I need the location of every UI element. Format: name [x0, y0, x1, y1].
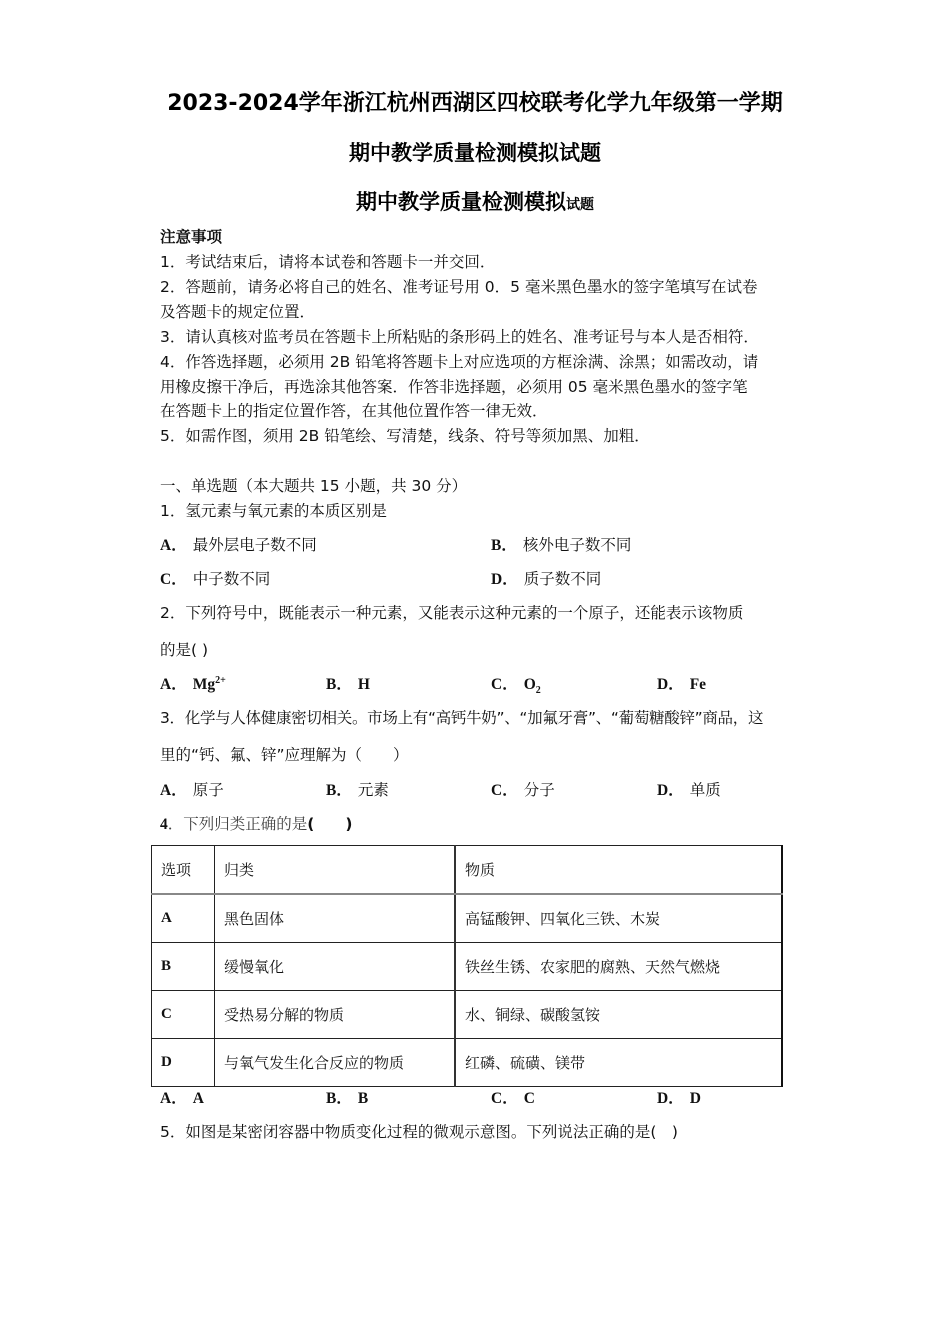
table-cell: C	[152, 991, 215, 1039]
question-3-option-a[interactable]: A． 原子	[160, 781, 224, 799]
question-3-option-d[interactable]: D． 单质	[657, 781, 721, 799]
exam-title-line3	[0, 186, 950, 216]
notice-item: 用橡皮擦干净后，再选涂其他答案．作答非选择题，必须用 05 毫米黑色墨水的签字笔	[160, 378, 748, 396]
section-heading: 一、单选题（本大题共 15 小题，共 30 分）	[160, 477, 468, 495]
question-2-option-d[interactable]: D． Fe	[657, 676, 707, 693]
notice-item: 2．答题前，请务必将自己的姓名、准考证号用 0．5 毫米黑色墨水的签字笔填写在试卷	[160, 278, 758, 296]
question-4-option-b[interactable]: B． B	[326, 1090, 369, 1107]
table-cell: A	[152, 894, 215, 943]
table-row	[152, 894, 783, 943]
exam-title-line3-main: 期中教学质量检测模拟	[356, 190, 566, 214]
notice-item: 在答题卡上的指定位置作答，在其他位置作答一律无效．	[160, 402, 548, 420]
question-4-option-a[interactable]: A． A	[160, 1090, 204, 1107]
question-3-stem-line2: 里的“钙、氟、锌”应理解为（ ）	[160, 746, 409, 764]
question-3-option-c[interactable]: C． 分子	[491, 781, 555, 799]
question-1-option-c[interactable]: C． 中子数不同	[160, 570, 271, 588]
notice-item: 5．如需作图，须用 2B 铅笔绘、写清楚，线条、符号等须加黑、加粗．	[160, 427, 650, 445]
question-1-stem: 1．氢元素与氧元素的本质区别是	[160, 502, 387, 520]
question-5-stem: 5．如图是某密闭容器中物质变化过程的微观示意图。下列说法正确的是( )	[160, 1123, 678, 1141]
question-4-option-c[interactable]: C． C	[491, 1090, 535, 1107]
table-cell: 缓慢氧化	[215, 943, 456, 991]
question-4-stem: 4．下列归类正确的是( )	[160, 815, 353, 833]
question-2-option-a[interactable]: A． $Mg^{2+}$	[160, 674, 226, 693]
table-cell: 红磷、硫磺、镁带	[455, 1039, 782, 1087]
question-2-stem-line2: 的是( )	[160, 641, 209, 659]
question-3-option-b[interactable]: B． 元素	[326, 781, 389, 799]
question-2-option-b[interactable]: B． H	[326, 676, 370, 693]
exam-title-line1: 2023-2024学年浙江杭州西湖区四校联考化学九年级第一学期	[167, 91, 783, 116]
notice-heading: 注意事项	[160, 228, 223, 246]
table-cell: 黑色固体	[215, 894, 456, 943]
table-header-cell: 选项	[152, 846, 215, 895]
notice-item: 及答题卡的规定位置．	[160, 303, 316, 321]
question-3-stem-line1: 3．化学与人体健康密切相关。市场上有“高钙牛奶”、“加氟牙膏”、“葡萄糖酸锌”商品，这	[160, 709, 764, 727]
notice-item: 1．考试结束后，请将本试卷和答题卡一并交回．	[160, 253, 496, 271]
question-2-stem-line1: 2．下列符号中，既能表示一种元素，又能表示这种元素的一个原子，还能表示该物质	[160, 604, 744, 622]
table-cell: D	[152, 1039, 215, 1087]
table-cell: 高锰酸钾、四氧化三铁、木炭	[455, 894, 782, 943]
table-row	[152, 943, 783, 991]
notice-item: 4．作答选择题，必须用 2B 铅笔将答题卡上对应选项的方框涂满、涂黑；如需改动，请	[160, 353, 759, 371]
question-2-option-c[interactable]: C． $O_2$	[491, 676, 541, 697]
table-cell: B	[152, 943, 215, 991]
question-1-option-d[interactable]: D． 质子数不同	[491, 570, 602, 588]
table-cell: 与氧气发生化合反应的物质	[215, 1039, 456, 1087]
table-cell: 铁丝生锈、农家肥的腐熟、天然气燃烧	[455, 943, 782, 991]
exam-title-line2: 期中教学质量检测模拟试题	[349, 141, 601, 165]
table-header-cell: 物质	[455, 846, 782, 895]
classification-table	[151, 845, 783, 1087]
question-4-option-d[interactable]: D． D	[657, 1090, 701, 1107]
table-row	[152, 991, 783, 1039]
table-cell: 受热易分解的物质	[215, 991, 456, 1039]
table-cell: 水、铜绿、碳酸氢铵	[455, 991, 782, 1039]
question-1-option-b[interactable]: B． 核外电子数不同	[491, 536, 632, 554]
notice-item: 3．请认真核对监考员在答题卡上所粘贴的条形码上的姓名、准考证号与本人是否相符．	[160, 328, 759, 346]
table-row	[152, 1039, 783, 1087]
question-1-option-a[interactable]: A． 最外层电子数不同	[160, 536, 317, 554]
table-header-row	[152, 846, 783, 895]
exam-title-line3-small: 试题	[566, 197, 594, 213]
table-header-cell: 归类	[215, 846, 456, 895]
